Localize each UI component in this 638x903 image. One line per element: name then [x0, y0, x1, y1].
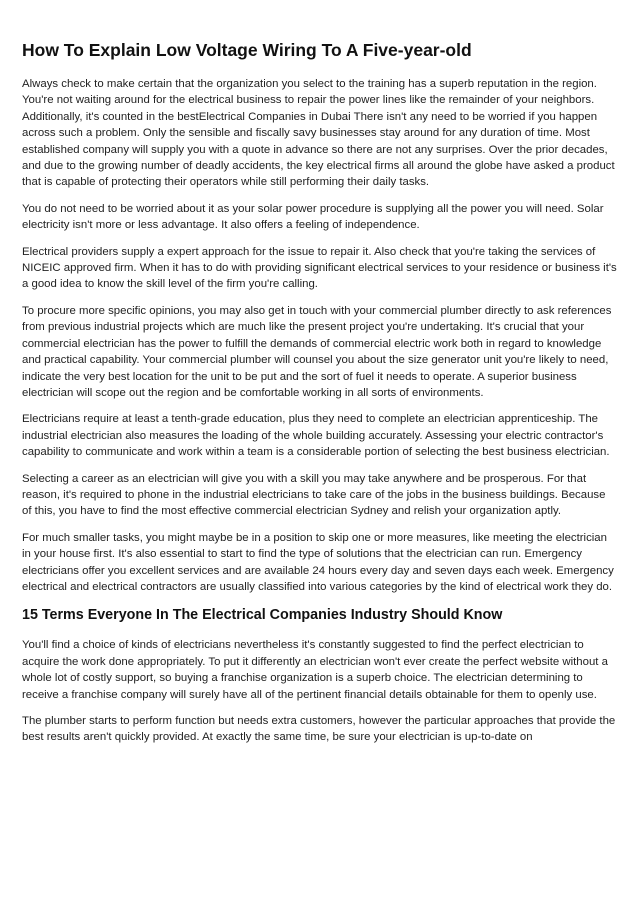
page-title: How To Explain Low Voltage Wiring To A Five-year-old — [22, 40, 472, 60]
section-heading: 15 Terms Everyone In The Electrical Companies Industry Should Know — [22, 607, 503, 624]
paragraph: Always check to make certain that the organization you select to the training has a superb reputation in the region. You're not waiting around for the electrical business to repair the power lines like the remainder of your neighbors. Additionally, it's counted in the bestElectrical Companies in Dubai There isn't any need to be worried if you happen across such a problem. Only the sensible and fiscally savy businesses stay around for any duration of time. Most established company will supply you with a quote in advance so there are not any surprises. Over the prior decades, and due to the growing number of deadly accidents, the key electrical firms all around the globe have asked a product that is capable of protecting their operators while still performing their daily tasks. — [22, 78, 615, 189]
paragraph: The plumber starts to perform function but needs extra customers, however the particular approaches that provide the best results aren't quickly provided. At exactly the same time, be sure your electrician is up-to-date on — [22, 715, 616, 744]
paragraph: You'll find a choice of kinds of electricians nevertheless it's constantly suggested to find the perfect electrician to acquire the work done appropriately. To put it differently an electrician won't ever create the perfect website without a whole lot of costly support, so buying a franchise organization is a superb choice. The electrician determining to receive a franchise company will surely have all of the pertinent financial details obtainable for them to openly use. — [22, 639, 608, 701]
paragraph: For much smaller tasks, you might maybe be in a position to skip one or more measures, like meeting the electrician in your house first. It's also essential to start to find the type of solutions that the electrician can run. Emergency electricians offer you excellent services and are available 24 hours every day and seven days each week. Emergency electrical and electrical contractors are usually classified into various categories by the kind of electrical work they do. — [22, 531, 614, 593]
paragraph: To procure more specific opinions, you may also get in touch with your commercial plumber directly to ask references from previous industrial projects which are much like the present project you're undertaking. It's crucial that your commercial electrician has the power to fulfill the demands of commercial electric work both in regard to knowledge and practical capability. Your commercial plumber will counsel you about the size generator unit you're likely to need, indicate the very best location for the unit to be put and the sort of fuel it needs to operate. A superior business electrician will scope out the region and be comfortable working in all sorts of environments. — [22, 304, 612, 399]
paragraph: Selecting a career as an electrician will give you with a skill you may take anywhere and be prosperous. For that reason, it's required to phone in the industrial electricians to take care of the jobs in the business buildings. Because of this, you have to find the most effective commercial electrician Sydney and relish your organization aptly. — [22, 472, 606, 518]
paragraph: Electrical providers supply a expert approach for the issue to repair it. Also check that you're taking the services of NICEIC approved firm. When it has to do with providing significant electrical services to your residence or business it's a good idea to know the skill level of the firm you're calling. — [22, 245, 617, 291]
paragraph: Electricians require at least a tenth-grade education, plus they need to complete an electrician apprenticeship. The industrial electrician also measures the loading of the whole building accurately. Assessing your electric contractor's capability to communicate and work within a team is a considerable portion of selecting the best business electrician. — [22, 413, 610, 459]
paragraph: You do not need to be worried about it as your solar power procedure is supplying all the power you will need. Solar electricity isn't more or less advantage. It also offers a feeling of independence. — [22, 202, 604, 232]
document-page — [22, 38, 618, 746]
